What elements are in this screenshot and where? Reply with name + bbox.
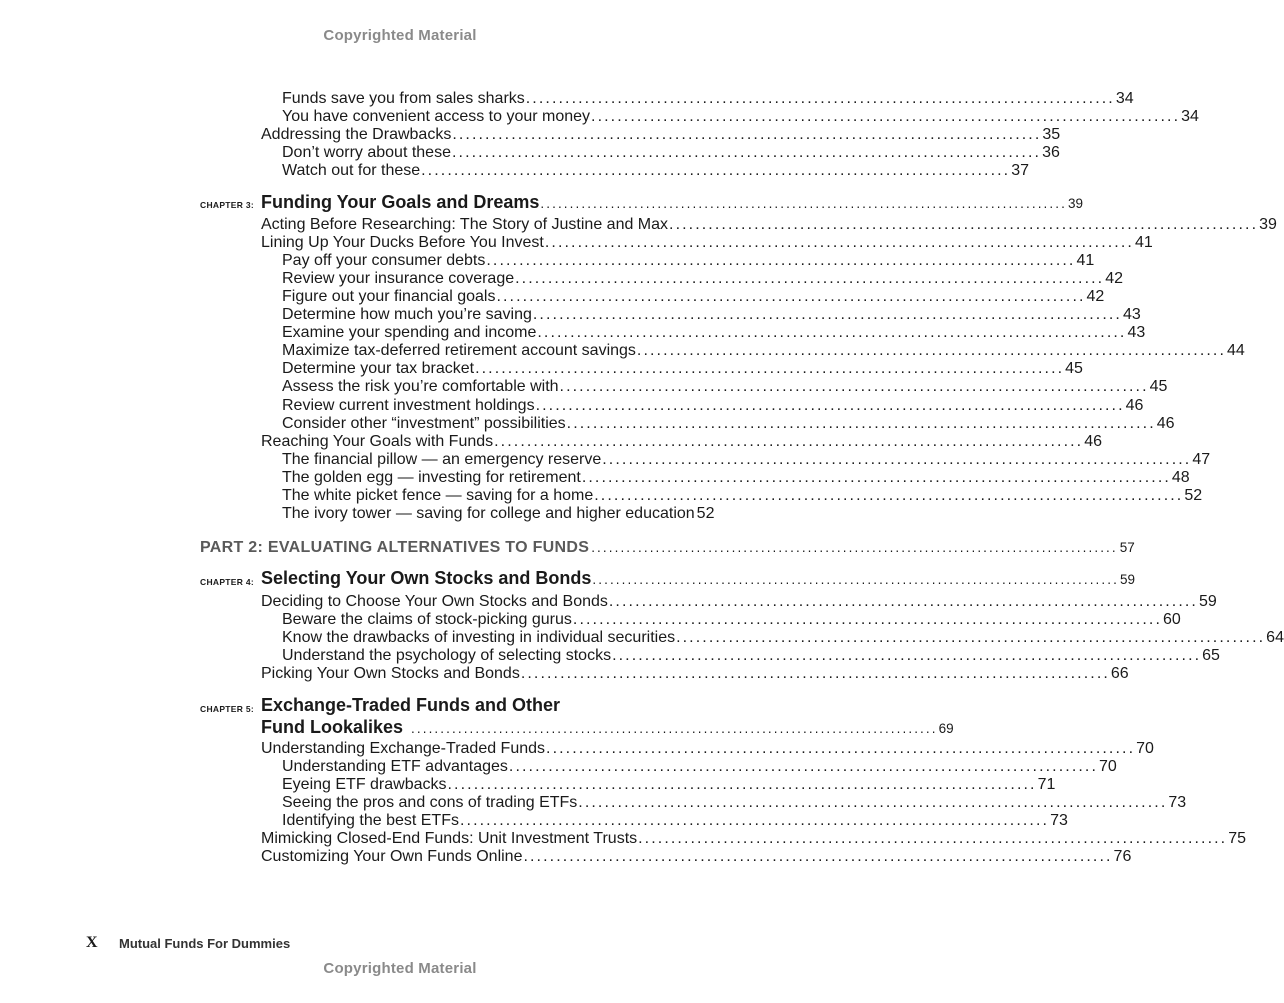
toc-entry-page: 48 bbox=[1171, 469, 1190, 486]
toc-entry[interactable] bbox=[282, 611, 1181, 629]
toc-entry-page: 37 bbox=[1011, 162, 1030, 179]
toc-entry-page: 70 bbox=[1136, 740, 1154, 757]
toc-entry-page: 36 bbox=[1042, 144, 1060, 161]
chapter-title: Selecting Your Own Stocks and Bonds bbox=[261, 568, 592, 588]
leader-dots: .......................................................................................... bbox=[411, 721, 938, 736]
toc-entry[interactable] bbox=[261, 433, 1103, 451]
toc-entry-page: 42 bbox=[1086, 288, 1105, 305]
toc-entry[interactable] bbox=[282, 812, 1068, 830]
leader-dots: .......................................................................................... bbox=[451, 144, 1042, 161]
leader-dots: .......................................................................................... bbox=[452, 126, 1042, 143]
toc-entry[interactable] bbox=[282, 505, 715, 523]
part-page: 57 bbox=[1119, 540, 1135, 555]
leader-dots: .......................................................................................... bbox=[494, 433, 1084, 450]
leader-dots: .......................................................................................... bbox=[592, 572, 1119, 587]
chapter-title-line-1[interactable] bbox=[261, 695, 705, 716]
leader-dots: .......................................................................................... bbox=[578, 794, 1168, 811]
toc-entry-page: 43 bbox=[1127, 324, 1146, 341]
chapter-page: 59 bbox=[1119, 572, 1135, 587]
toc-entry-text: Consider other “investment” possibilities bbox=[282, 415, 566, 432]
leader-dots: .......................................................................................... bbox=[496, 288, 1086, 305]
toc-entry[interactable] bbox=[282, 342, 1245, 360]
leader-dots: .......................................................................................... bbox=[535, 397, 1125, 414]
toc-entry-text: Picking Your Own Stocks and Bonds bbox=[261, 665, 520, 682]
toc-entry-page: 34 bbox=[1181, 108, 1199, 125]
toc-entry-text: Funds save you from sales sharks bbox=[282, 90, 525, 107]
toc-entry[interactable] bbox=[282, 647, 1220, 665]
toc-entry-page: 66 bbox=[1110, 665, 1129, 682]
toc-entry-page: 70 bbox=[1099, 758, 1117, 775]
leader-dots: .......................................................................................... bbox=[638, 830, 1228, 847]
toc-entry-text: Determine your tax bracket bbox=[282, 360, 475, 377]
chapter-title: Exchange-Traded Funds and Other bbox=[261, 695, 561, 715]
leader-dots: .......................................................................................... bbox=[559, 378, 1149, 395]
toc-entry-text: Customizing Your Own Funds Online bbox=[261, 848, 523, 865]
toc-entry[interactable] bbox=[261, 740, 1154, 758]
toc-entry-page: 42 bbox=[1105, 270, 1123, 287]
toc-entry-page: 39 bbox=[1259, 216, 1277, 233]
toc-entry-page: 60 bbox=[1162, 611, 1181, 628]
chapter-label: CHAPTER 5: bbox=[200, 704, 255, 714]
chapter-label: CHAPTER 4: bbox=[200, 577, 255, 587]
toc-entry-page: 76 bbox=[1113, 848, 1132, 865]
toc-entry-page: 46 bbox=[1125, 397, 1144, 414]
part-2-entry[interactable] bbox=[200, 539, 1135, 557]
leader-dots: .......................................................................................... bbox=[523, 848, 1113, 865]
leader-dots: .......................................................................................... bbox=[591, 540, 1118, 555]
toc-entry-text: The white picket fence — saving for a home bbox=[282, 487, 594, 504]
toc-entry[interactable] bbox=[282, 758, 1117, 776]
toc-entry-text: Acting Before Researching: The Story of Justine and Max bbox=[261, 216, 669, 233]
toc-entry[interactable] bbox=[282, 629, 1284, 647]
toc-entry[interactable] bbox=[282, 144, 1060, 162]
toc-entry-text: Know the drawbacks of investing in individual securities bbox=[282, 629, 676, 646]
leader-dots: .......................................................................................... bbox=[447, 776, 1037, 793]
toc-entry[interactable] bbox=[282, 306, 1141, 324]
watermark-bottom: Copyrighted Material bbox=[323, 960, 477, 977]
leader-dots: .......................................................................................... bbox=[537, 324, 1127, 341]
page-numeral: X bbox=[86, 934, 98, 951]
toc-entry-text: Understanding Exchange-Traded Funds bbox=[261, 740, 546, 757]
toc-entry[interactable] bbox=[282, 324, 1146, 342]
chapter-title-entry[interactable] bbox=[261, 192, 1083, 213]
leader-dots: .......................................................................................... bbox=[520, 665, 1110, 682]
chapter-title-continued: Fund Lookalikes bbox=[261, 717, 404, 737]
leader-dots: .......................................................................................... bbox=[525, 90, 1115, 107]
toc-entry-text: Addressing the Drawbacks bbox=[261, 126, 452, 143]
toc-entry-text: You have convenient access to your money bbox=[282, 108, 591, 125]
chapter-title-entry[interactable] bbox=[261, 717, 954, 738]
leader-dots: .......................................................................................... bbox=[608, 593, 1198, 610]
toc-entry-text: Determine how much you’re saving bbox=[282, 306, 532, 323]
toc-entry-text: The golden egg — investing for retirement bbox=[282, 469, 581, 486]
toc-entry-page: 41 bbox=[1134, 234, 1153, 251]
toc-entry-text: Beware the claims of stock-picking gurus bbox=[282, 611, 572, 628]
leader-dots: .......................................................................................... bbox=[459, 812, 1050, 829]
leader-dots: .......................................................................................... bbox=[475, 360, 1065, 377]
toc-entry-text: Reaching Your Goals with Funds bbox=[261, 433, 494, 450]
toc-entry-text: Review your insurance coverage bbox=[282, 270, 515, 287]
toc-entry-page: 45 bbox=[1065, 360, 1083, 377]
leader-dots: .......................................................................................... bbox=[421, 162, 1011, 179]
toc-entry-text: Deciding to Choose Your Own Stocks and Bonds bbox=[261, 593, 608, 610]
toc-entry[interactable] bbox=[282, 288, 1105, 306]
toc-entry[interactable] bbox=[261, 830, 1247, 848]
toc-entry-page: 46 bbox=[1084, 433, 1103, 450]
leader-dots: .......................................................................................... bbox=[540, 196, 1067, 211]
toc-entry-page: 45 bbox=[1149, 378, 1168, 395]
toc-entry-text: Review current investment holdings bbox=[282, 397, 535, 414]
part-title: PART 2: EVALUATING ALTERNATIVES TO FUNDS bbox=[200, 539, 590, 556]
toc-entry[interactable] bbox=[261, 126, 1061, 144]
toc-entry-page: 71 bbox=[1037, 776, 1056, 793]
leader-dots: .......................................................................................... bbox=[515, 270, 1105, 287]
toc-entry-text: Identifying the best ETFs bbox=[282, 812, 459, 829]
chapter-title: Funding Your Goals and Dreams bbox=[261, 192, 540, 212]
leader-dots: .......................................................................................... bbox=[594, 487, 1184, 504]
toc-entry[interactable] bbox=[261, 593, 1217, 611]
leader-dots: .......................................................................................... bbox=[572, 611, 1162, 628]
leader-dots: .......................................................................................... bbox=[544, 234, 1134, 251]
leader-dots: .......................................................................................... bbox=[566, 415, 1156, 432]
toc-entry[interactable] bbox=[261, 848, 1132, 866]
toc-entry-page: 59 bbox=[1198, 593, 1217, 610]
toc-entry-text: Watch out for these bbox=[282, 162, 421, 179]
toc-entry-page: 43 bbox=[1122, 306, 1141, 323]
leader-dots: .......................................................................................... bbox=[612, 647, 1202, 664]
toc-entry-page: 46 bbox=[1156, 415, 1175, 432]
toc-entry[interactable] bbox=[261, 234, 1153, 252]
chapter-label: CHAPTER 3: bbox=[200, 200, 255, 210]
toc-entry-text: Examine your spending and income bbox=[282, 324, 537, 341]
toc-entry-text: Lining Up Your Ducks Before You Invest bbox=[261, 234, 544, 251]
toc-entry-text: Pay off your consumer debts bbox=[282, 252, 486, 269]
leader-dots: .......................................................................................... bbox=[532, 306, 1122, 323]
toc-entry-text: The ivory tower — saving for college and higher education bbox=[282, 505, 695, 522]
leader-dots: .......................................................................................... bbox=[602, 451, 1192, 468]
toc-entry-text: Seeing the pros and cons of trading ETFs bbox=[282, 794, 578, 811]
toc-entry-text: Understanding ETF advantages bbox=[282, 758, 508, 775]
toc-entry[interactable] bbox=[282, 108, 1199, 126]
toc-entry[interactable] bbox=[261, 665, 1129, 683]
toc-entry[interactable] bbox=[282, 397, 1144, 415]
leader-dots: .......................................................................................... bbox=[636, 342, 1226, 359]
toc-entry-text: Assess the risk you’re comfortable with bbox=[282, 378, 559, 395]
toc-entry-text: Mimicking Closed-End Funds: Unit Investment Trusts bbox=[261, 830, 638, 847]
toc-entry-page: 73 bbox=[1050, 812, 1068, 829]
watermark-top: Copyrighted Material bbox=[323, 27, 477, 44]
toc-entry[interactable] bbox=[282, 487, 1203, 505]
toc-entry[interactable] bbox=[282, 360, 1083, 378]
toc-entry[interactable] bbox=[282, 378, 1168, 396]
leader-dots: .......................................................................................... bbox=[486, 252, 1076, 269]
toc-entry[interactable] bbox=[282, 415, 1175, 433]
toc-entry-page: 64 bbox=[1266, 629, 1284, 646]
chapter-page: 39 bbox=[1067, 196, 1083, 211]
toc-entry-page: 52 bbox=[696, 505, 715, 522]
toc-entry-page: 65 bbox=[1202, 647, 1220, 664]
toc-entry[interactable] bbox=[282, 270, 1123, 288]
leader-dots: .......................................................................................... bbox=[546, 740, 1136, 757]
toc-entry-page: 41 bbox=[1076, 252, 1095, 269]
leader-dots: .......................................................................................... bbox=[669, 216, 1259, 233]
toc-entry-page: 44 bbox=[1227, 342, 1245, 359]
toc-entry[interactable] bbox=[261, 216, 1277, 234]
running-footer-title: Mutual Funds For Dummies bbox=[119, 936, 291, 951]
toc-entry-text: The financial pillow — an emergency reserve bbox=[282, 451, 602, 468]
leader-dots: .......................................................................................... bbox=[676, 629, 1266, 646]
toc-entry-text: Understand the psychology of selecting stocks bbox=[282, 647, 612, 664]
leader-dots: .......................................................................................... bbox=[581, 469, 1171, 486]
chapter-title-entry[interactable] bbox=[261, 568, 1135, 589]
toc-entry[interactable] bbox=[282, 469, 1190, 487]
toc-entry-page: 35 bbox=[1042, 126, 1061, 143]
toc-entry[interactable] bbox=[282, 776, 1056, 794]
toc-entry-text: Maximize tax-deferred retirement account savings bbox=[282, 342, 636, 359]
chapter-page: 69 bbox=[938, 721, 954, 736]
toc-entry-text: Figure out your financial goals bbox=[282, 288, 496, 305]
toc-entry-page: 75 bbox=[1228, 830, 1247, 847]
toc-entry[interactable] bbox=[282, 90, 1134, 108]
toc-entry[interactable] bbox=[282, 162, 1030, 180]
toc-entry[interactable] bbox=[282, 451, 1211, 469]
leader-dots: .......................................................................................... bbox=[508, 758, 1098, 775]
toc-entry-page: 73 bbox=[1168, 794, 1187, 811]
leader-dots: .......................................................................................... bbox=[591, 108, 1181, 125]
toc-entry-page: 34 bbox=[1115, 90, 1134, 107]
toc-entry[interactable] bbox=[282, 252, 1095, 270]
toc-entry-page: 52 bbox=[1184, 487, 1203, 504]
toc-entry-text: Eyeing ETF drawbacks bbox=[282, 776, 447, 793]
toc-entry[interactable] bbox=[282, 794, 1187, 812]
toc-entry-text: Don’t worry about these bbox=[282, 144, 451, 161]
toc-entry-page: 47 bbox=[1192, 451, 1211, 468]
